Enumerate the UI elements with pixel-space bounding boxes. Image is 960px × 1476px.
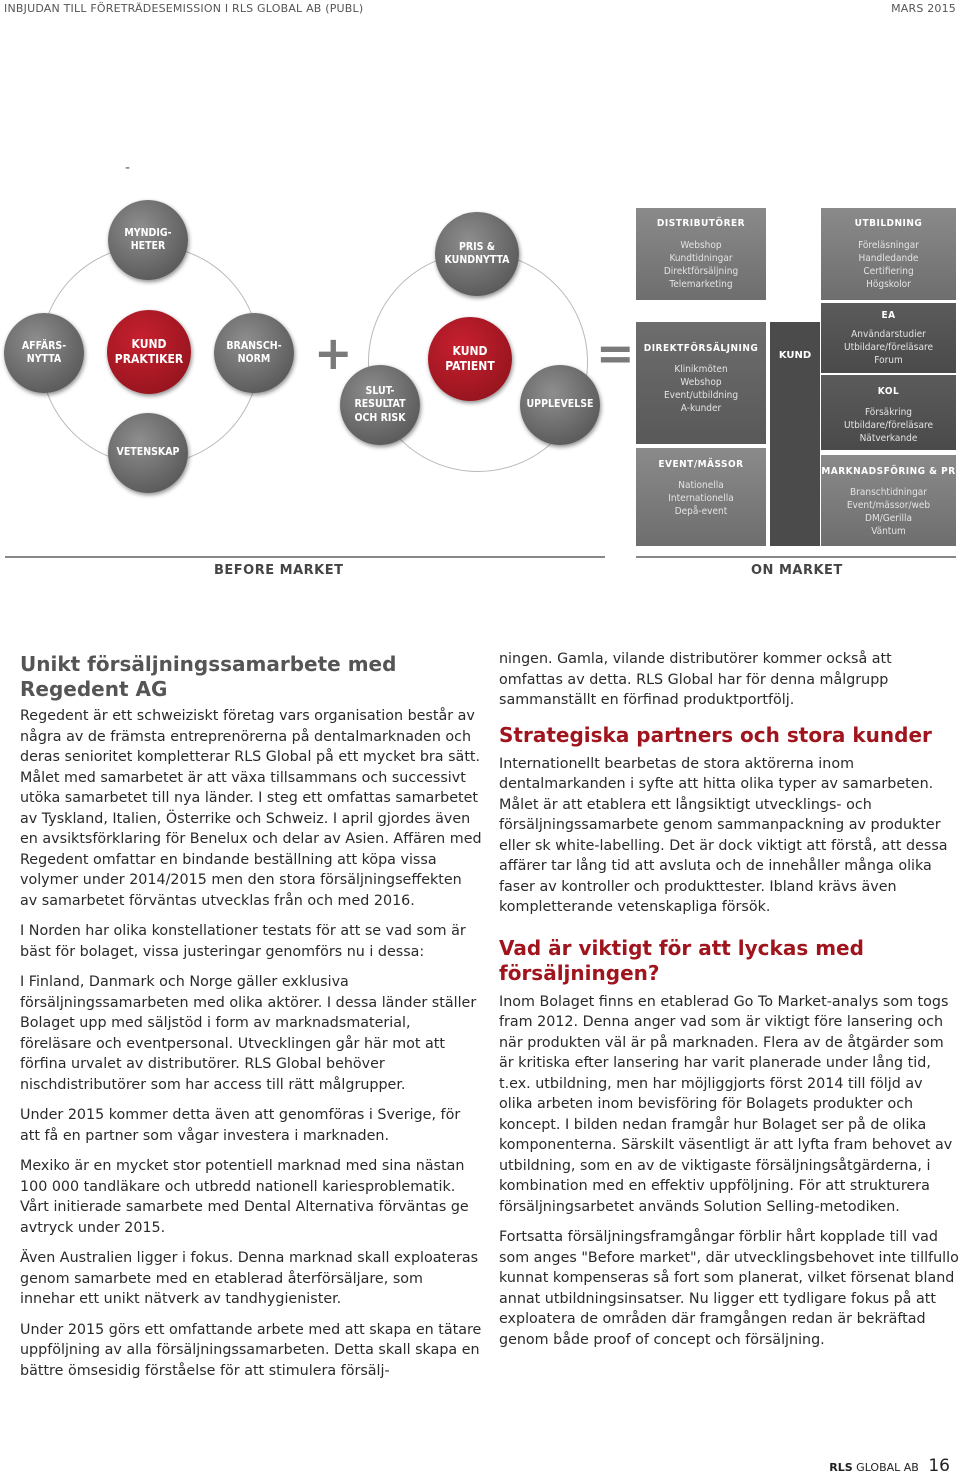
box-direktforsaljning	[636, 322, 766, 444]
right-column	[499, 649, 959, 1360]
kund-bar-label: KUND	[778, 350, 812, 361]
footer	[829, 1456, 950, 1476]
heading-vad-ar-viktigt: Vad är viktigt för att lyckas med försäljningen?	[499, 935, 864, 985]
box-kol-title: KOL	[877, 386, 900, 397]
paragraph: Mexiko är en mycket stor potentiell marknad med sina nästan 100 000 tandläkare och utbredd nationell kariesproblematik. Vårt initierade samarbete med Dental Alternativa förväntas ge avtryck under 2015.	[20, 1158, 469, 1236]
paragraph: I Norden har olika konstellationer testats för att se vad som är bäst för bolaget, vissa justeringar genomförs nu i dessa:	[20, 923, 466, 960]
heading-strategiska-partners: Strategiska partners och stora kunder	[499, 722, 932, 747]
kund-bar	[770, 322, 820, 546]
box-event-massor-title: EVENT/MÄSSOR	[658, 459, 744, 470]
paragraph: Även Australien ligger i fokus. Denna marknad skall exploateras genom samarbete med en etablerad återförsäljare, som innehar ett unikt nätverk av tandhygienister.	[20, 1250, 479, 1307]
box-direktforsaljning-title: DIREKTFÖRSÄLJNING	[643, 343, 759, 354]
header-document-title: INBJUDAN TILL FÖRETRÄDESEMISSION I RLS GLOBAL AB (PUBL)	[4, 2, 364, 15]
box-event-massor	[636, 448, 766, 546]
heading-regedent: Unikt försäljningssamarbete med Regedent AG	[20, 652, 397, 701]
left-column	[20, 652, 482, 1391]
paragraph: Fortsatta försäljningsframgångar förblir hårt kopplade till vad som anges "Before market", där utvecklingsbehovet inte tillfullo kunnat kompenseras så fort som planerat, vilket försenat bland annat utbildningsinsatser. Nu ligger ett tydligare fokus på att exploatera de områden där framgången redan är bekräftad genom både proof of concept och försäljning.	[499, 1229, 959, 1348]
box-ea	[821, 303, 956, 373]
circle-vetenskap: VETENSKAP	[108, 413, 188, 493]
box-marknadsforing-lines: Branschtidningar Event/mässor/web DM/Gerilla Väntum	[846, 487, 931, 537]
stray-dash: -	[125, 160, 131, 176]
circle-kund-praktiker: KUND PRAKTIKER	[107, 310, 191, 394]
paragraph: Inom Bolaget finns en etablerad Go To Market-analys som togs fram 2012. Denna anger vad som är viktigt före lansering och när produkten väl är på marknaden. Flera av de åtgärder som är kritiska efter lansering har varit planerade under lång tid, t.ex. utbildning, men har möjliggjorts först 2014 till följd av olika arbeten inom bevisföring för Bolagets produkter och koncept. I bilden nedan framgår hur Bolaget ser på de olika komponenterna. Särskilt väsentligt är att lyfta fram behovet av utbildning, som en av de viktigaste försäljningsåtgärderna, i kombination med en effektiv uppföljning. För att strukturera försäljningsarbetet används Solution Selling-metodiken.	[499, 993, 953, 1215]
plus-sign: +	[314, 326, 353, 380]
circle-kund-patient: KUND PATIENT	[428, 317, 512, 401]
box-utbildning-lines: Föreläsningar Handledande Certifiering Högskolor	[858, 240, 919, 290]
circle-affarsnytta: AFFÄRS- NYTTA	[4, 313, 84, 393]
circle-branschnorm: BRANSCH- NORM	[214, 313, 294, 393]
box-distributorer	[636, 208, 766, 300]
box-ea-lines: Användarstudier Utbildare/föreläsare Forum	[843, 329, 933, 366]
on-market-label: ON MARKET	[751, 563, 843, 578]
box-distributorer-title: DISTRIBUTÖRER	[656, 218, 746, 229]
box-utbildning	[821, 208, 956, 300]
paragraph: Under 2015 görs ett omfattande arbete med att skapa en tätare uppföljning av alla försäljningssamarbeten. Detta skall skapa en bättre ömsesidig förståelse för att stimulera försälj-	[20, 1321, 482, 1379]
paragraph: Regedent är ett schweiziskt företag vars organisation består av några av de främsta entreprenörerna på dentalmarknaden och deras senioritet kompletterar RLS Global på ett mycket bra sätt. Målet med samarbetet är att växa tillsammans och successivt utöka samarbetet till nya länder. I steg ett omfattas samarbetet av Tyskland, Italien, Österrike och Schweiz. I april gjordes även en avsiktsförklaring för Benelux och delar av Asien. Affären med Regedent omfattar en bindande beställning att köpa vissa volymer under 2014/2015 men den stora försäljningseffekten av samarbetet förväntas utvecklas från och med 2016.	[20, 708, 482, 909]
circle-myndigheter: MYNDIG- HETER	[108, 200, 188, 280]
box-kol-lines: Försäkring Utbildare/föreläsare Nätverkande	[843, 407, 933, 444]
box-direktforsaljning-lines: Klinikmöten Webshop Event/utbildning A-kunder	[663, 364, 739, 414]
circle-pris-kundnytta: PRIS & KUNDNYTTA	[435, 212, 519, 296]
footer-brand-rest: GLOBAL AB	[856, 1461, 919, 1474]
paragraph: Internationellt bearbetas de stora aktörerna inom dentalmarkanden i syfte att hitta olika typer av samarbeten. Målet är att etablera ett långsiktigt utvecklings- och försäljningssamarbete genom sammanpackning av produkter eller sk white-labelling. Det är dock viktigt att förstå, att dessa affärer tar lång tid att avsluta och de innehåller många olika faser av kontroller och produkttester. Ibland krävs även kompletterande vetenskapliga försök.	[499, 755, 948, 915]
box-distributorer-lines: Webshop Kundtidningar Direktförsäljning Telemarketing	[663, 240, 739, 290]
paragraph: Under 2015 kommer detta även att genomföras i Sverige, för att få en partner som vågar investera i marknaden.	[20, 1107, 461, 1144]
box-utbildning-title: UTBILDNING	[854, 218, 923, 229]
box-marknadsforing	[821, 455, 956, 546]
on-market-line	[636, 556, 956, 558]
header-date: MARS 2015	[891, 2, 956, 15]
box-kol	[821, 375, 956, 450]
before-market-label: BEFORE MARKET	[214, 563, 344, 578]
box-ea-title: EA	[881, 310, 896, 321]
circle-slutresultat: SLUT- RESULTAT OCH RISK	[340, 365, 420, 445]
page-number: 16	[928, 1456, 950, 1476]
paragraph: I Finland, Danmark och Norge gäller exklusiva försäljningssamarbeten med olika aktörer. I dessa länder ställer Bolaget upp med säljstöd i form av marknadsmaterial, föreläsare och eventpersonal. Utvecklingen går här mot att förfina urvalet av distributörer. RLS Global behöver nischdistributörer som har access till rätt målgrupper.	[20, 974, 477, 1093]
circle-upplevelse: UPPLEVELSE	[520, 365, 600, 445]
paragraph: ningen. Gamla, vilande distributörer kommer också att omfattas av detta. RLS Global har för denna målgrupp sammanställt en förfinad produktportfölj.	[499, 651, 892, 708]
equals-sign: =	[596, 326, 635, 380]
footer-brand-bold: RLS	[829, 1461, 853, 1474]
box-event-massor-lines: Nationella Internationella Depå-event	[668, 480, 734, 517]
before-market-line	[5, 556, 605, 558]
box-marknadsforing-title: MARKNADSFÖRING & PR	[821, 466, 956, 477]
